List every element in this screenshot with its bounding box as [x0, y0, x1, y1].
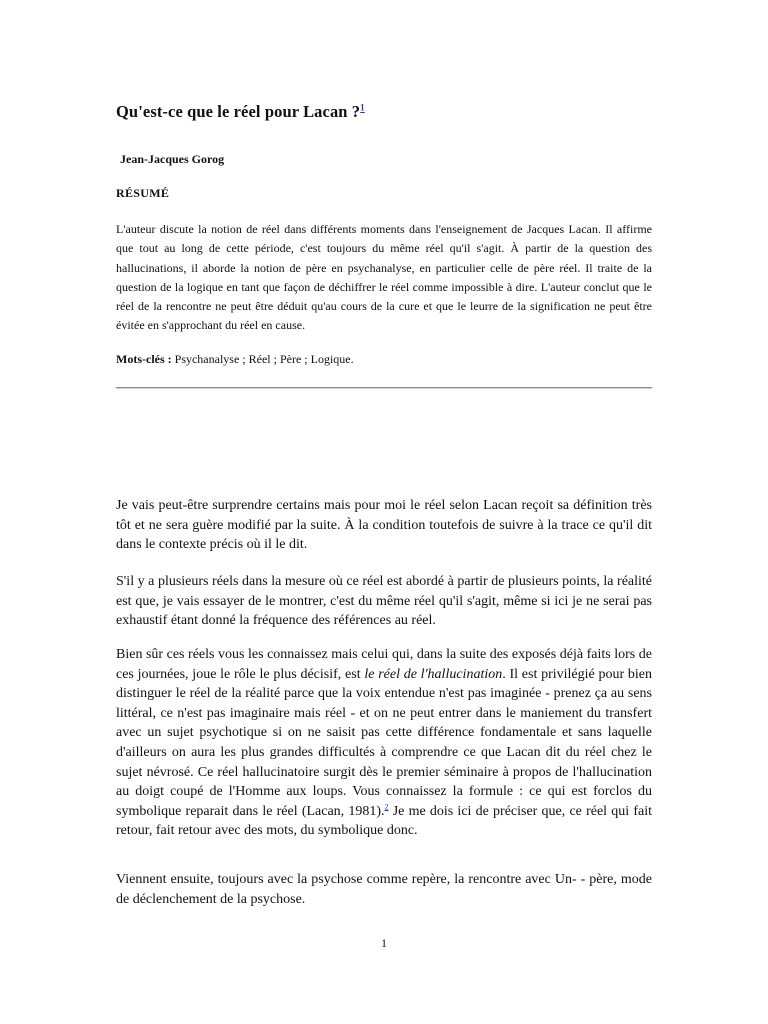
- abstract-text: L'auteur discute la notion de réel dans différents moments dans l'enseignement de Jacques Lacan. Il affirme que tout au long de cette période, c'est toujours du même réel qu'il s'agit. À partir de la question des hallucinations, il aborde la notion de père en psychanalyse, en particulier celle de père réel. Il traite de la question de la logique en tant que façon de déchiffrer le réel comme impossible à dire. L'auteur conclut que le réel de la rencontre ne peut être déduit qu'au cours de la cure et que le leurre de la signification ne peut être évitée en s'approchant du réel en cause.: [116, 222, 652, 333]
- paragraph-3-italic-term: le réel de l'hallucination: [364, 666, 503, 682]
- horizontal-divider: [116, 387, 652, 389]
- keywords-label: Mots-clés :: [116, 352, 172, 366]
- paragraph-3-footnote-link[interactable]: 2: [384, 802, 389, 812]
- paragraph-3-text-a: Bien sûr ces réels vous les connaissez mais celui qui, dans la suite des exposés déjà faits lors de ces journées, joue le rôle le plus décisif, est: [116, 647, 652, 682]
- body-paragraph-2: S'il y a plusieurs réels dans la mesure où ce réel est abordé à partir de plusieurs points, la réalité est que, je vais essayer de le montrer, c'est du même réel qu'il s'agit, même si ici je ne serai pas exhaustif étant donné la fréquence des références au réel.: [116, 574, 652, 629]
- title-footnote-ref[interactable]: [360, 103, 365, 113]
- keywords-line: [116, 352, 354, 367]
- paragraph-3-text-c: Je me dois ici de préciser que, ce réel qui fait retour, fait retour avec des mots, du symbolique donc.: [116, 803, 652, 839]
- document-page: [116, 0, 652, 1024]
- document-title: [116, 102, 365, 122]
- body-paragraph-3: [116, 645, 652, 841]
- body-paragraph-1: Je vais peut-être surprendre certains mais pour moi le réel selon Lacan reçoit sa définition très tôt et ne sera guère modifié par la suite. À la condition toutefois de suivre à la trace ce qu'il dit dans le contexte précis où il le dit.: [116, 498, 652, 553]
- page-number: 1: [381, 936, 387, 950]
- keywords-list: Psychanalyse ; Réel ; Père ; Logique.: [174, 352, 354, 366]
- author-name: Jean-Jacques Gorog: [120, 152, 225, 166]
- paragraph-3-text-b: . Il est privilégié pour bien distinguer le réel de la réalité parce que la voix entendue n'est pas imaginée - prenez ça au sens littéral, ce n'est pas imaginaire mais réel - et on ne peut entrer dans le maniement du transfert avec un sujet psychotique si on ne saisit pas cette différence fondamentale et sans laquelle d'ailleurs on aura les plus grandes difficultés à comprendre ce que Lacan dit du réel chez le sujet névrosé. Ce réel hallucinatoire surgit dès le premier séminaire à propos de l'hallucination au doigt coupé de l'Homme aux loups. Vous connaissez la formule : ce qui est forclos du symbolique reparait dans le réel (Lacan, 1981).: [116, 666, 652, 819]
- title-footnote-link[interactable]: 1: [360, 102, 365, 113]
- title-text: Qu'est-ce que le réel pour Lacan ?: [116, 102, 361, 121]
- body-paragraph-4: Viennent ensuite, toujours avec la psychose comme repère, la rencontre avec Un- - père, mode de déclenchement de la psychose.: [116, 872, 652, 907]
- abstract-heading: RÉSUMÉ: [116, 186, 170, 200]
